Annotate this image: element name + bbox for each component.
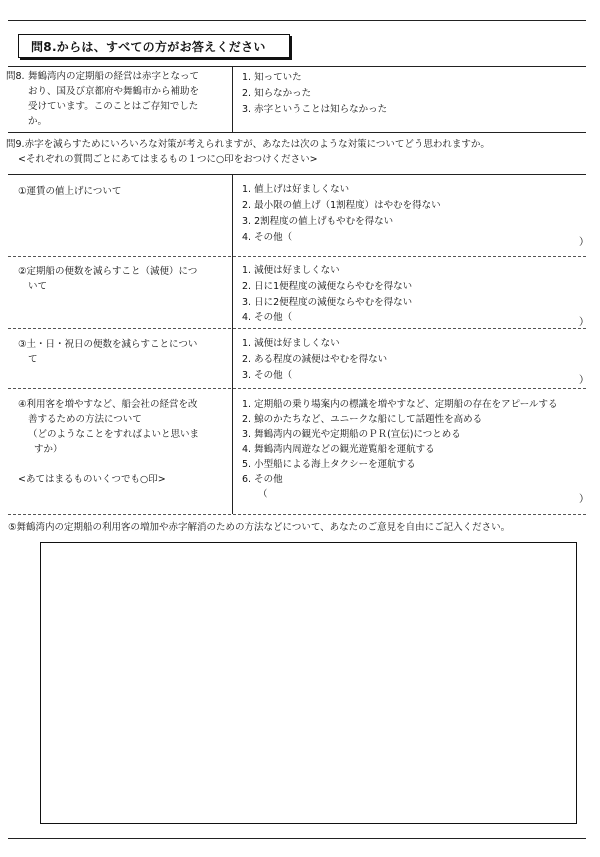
q9-sub4-line: （どのようなことをすればよいと思いま — [28, 429, 200, 440]
q9-sub2-option-1[interactable]: 1. 減便は好ましくない — [242, 265, 340, 276]
q9-number: 問9. — [6, 139, 25, 150]
q9-sub4-divider — [232, 388, 233, 514]
q8-line: おり、国及び京都府や舞鶴市から補助を — [28, 86, 200, 97]
q9-header-rule — [8, 174, 586, 175]
q9-sub4-option-6[interactable]: 6. その他 — [242, 474, 283, 485]
q9-sub1-close-paren: ） — [579, 237, 589, 248]
q9-header — [6, 137, 490, 152]
q8-divider — [232, 66, 233, 132]
q9-sub5-question: ⑤舞鶴湾内の定期船の利用客の増加や赤字解消のための方法などについて、あなたのご意見を自由にご記入ください。 — [8, 522, 511, 533]
q9-sub1-option-2[interactable]: 2. 最小限の値上げ（1割程度）はやむを得ない — [242, 200, 441, 211]
q9-sub2-question — [18, 264, 228, 294]
q9-sub1-divider — [232, 174, 233, 256]
q8-line: 受けています。このことはご存知でした — [28, 101, 199, 112]
q8-option-2[interactable]: 2. 知らなかった — [242, 88, 312, 99]
section-header: 問8.からは、すべての方がお答えください — [18, 34, 290, 58]
q9-sub4-note: <あてはまるものいくつでも○印> — [18, 474, 166, 485]
q9-sub4-close-paren: ） — [579, 494, 589, 505]
free-answer-box[interactable] — [40, 542, 577, 824]
q9-sub4-rule — [8, 514, 586, 515]
q9-sub3-option-3[interactable]: 3. その他（ — [242, 370, 293, 381]
q9-sub1-option-3[interactable]: 3. 2割程度の値上げもやむを得ない — [242, 216, 394, 227]
q9-sub4-open-paren: （ — [258, 489, 268, 500]
q8-option-3[interactable]: 3. 赤字ということは知らなかった — [242, 104, 388, 115]
q9-sub3-option-2[interactable]: 2. ある程度の減便はやむを得ない — [242, 354, 388, 365]
q9-sub4-option-1[interactable]: 1. 定期船の乗り場案内の標識を増やすなど、定期船の存在をアピールする — [242, 399, 558, 410]
q8-top-rule — [8, 66, 586, 67]
q9-sub4-line: ④利用客を増やすなど、船会社の経営を改 — [18, 399, 198, 410]
q9-sub3-option-1[interactable]: 1. 減便は好ましくない — [242, 338, 340, 349]
q9-sub4-line: すか） — [34, 444, 63, 455]
q9-sub2-option-3[interactable]: 3. 日に2便程度の減便ならやむを得ない — [242, 297, 413, 308]
q9-sub3-line: て — [28, 354, 38, 365]
q9-sub2-line: いて — [28, 281, 48, 292]
q9-sub2-line: ②定期船の便数を減らすこと（減便）につ — [18, 266, 198, 277]
q9-sub1-question — [18, 184, 121, 199]
q9-instruction: <それぞれの質問ごとにあてはまるもの１つに○印をおつけください> — [18, 154, 318, 165]
top-rule — [8, 20, 586, 21]
q9-sub2-option-4[interactable]: 4. その他（ — [242, 312, 293, 323]
q9-sub3-question — [18, 337, 228, 367]
q9-sub1-option-4[interactable]: 4. その他（ — [242, 232, 293, 243]
q8-line: 舞鶴湾内の定期船の経営は赤字となって — [28, 71, 200, 82]
q8-question — [28, 69, 228, 129]
q9-sub3-close-paren: ） — [579, 375, 589, 386]
q9-sub3-divider — [232, 328, 233, 388]
q9-sub4-line: 善するための方法について — [28, 414, 142, 425]
q9-sub2-divider — [232, 256, 233, 328]
q9-sub1-rule — [8, 256, 586, 257]
q9-sub4-option-5[interactable]: 5. 小型船による海上タクシーを運航する — [242, 459, 416, 470]
bottom-rule — [8, 838, 586, 839]
q9-text: 赤字を減らすためにいろいろな対策が考えられますが、あなたは次のような対策についてどう思われますか。 — [24, 139, 490, 150]
q9-top-rule — [8, 132, 586, 133]
q9-sub2-close-paren: ） — [579, 317, 589, 328]
q9-sub4-question — [18, 397, 232, 457]
q9-sub3-line: ③土・日・祝日の便数を減らすことについ — [18, 339, 198, 350]
q9-sub4-option-2[interactable]: 2. 鯨のかたちなど、ユニークな船にして話題性を高める — [242, 414, 483, 425]
q9-sub3-rule — [8, 388, 586, 389]
q9-sub1-option-1[interactable]: 1. 値上げは好ましくない — [242, 184, 350, 195]
q8-option-1[interactable]: 1. 知っていた — [242, 72, 302, 83]
q8-number: 問8. — [6, 71, 25, 82]
q9-sub2-option-2[interactable]: 2. 日に1便程度の減便ならやむを得ない — [242, 281, 413, 292]
q8-line: か。 — [28, 116, 48, 127]
q9-sub4-option-4[interactable]: 4. 舞鶴湾内周遊などの観光遊覧船を運航する — [242, 444, 435, 455]
q9-sub2-rule — [8, 328, 586, 329]
q9-sub1-line: ①運賃の値上げについて — [18, 186, 122, 197]
q9-sub4-option-3[interactable]: 3. 舞鶴湾内の観光や定期船のＰＲ(宣伝)につとめる — [242, 429, 461, 440]
